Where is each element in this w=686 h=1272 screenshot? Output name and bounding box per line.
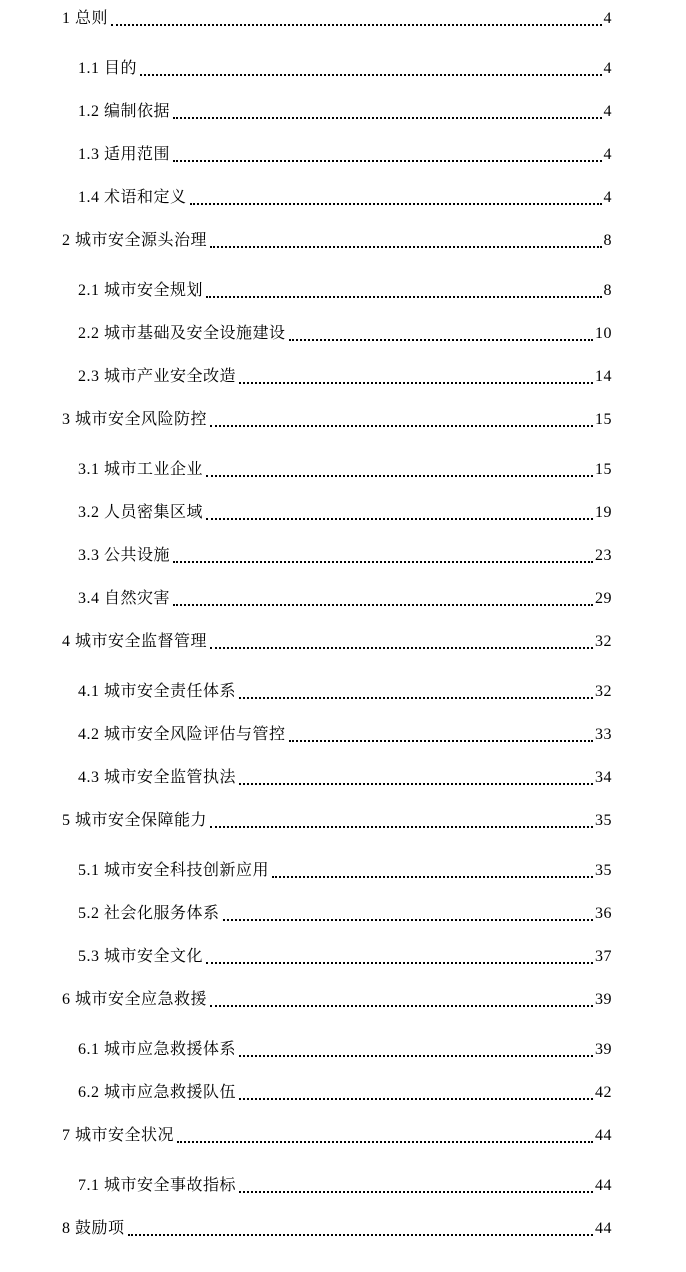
toc-entry-page-number: 36 (595, 905, 612, 922)
toc-entry[interactable] (62, 367, 612, 387)
dot-leader (289, 740, 593, 742)
toc-entry[interactable] (62, 1176, 612, 1196)
toc-entry[interactable] (62, 546, 612, 566)
toc-entry[interactable] (62, 990, 612, 1010)
toc-entry-label: 3.1 城市工业企业 (78, 461, 204, 478)
toc-entry-label: 7 城市安全状况 (62, 1127, 175, 1144)
dot-leader (239, 1191, 593, 1193)
toc-entry-label: 4.2 城市安全风险评估与管控 (78, 726, 286, 743)
toc-entry-label: 5.3 城市安全文化 (78, 948, 204, 965)
dot-leader (223, 919, 593, 921)
dot-leader (173, 160, 601, 162)
toc-entry[interactable] (62, 947, 612, 967)
dot-leader (239, 697, 593, 699)
toc-entry-page-number: 39 (595, 991, 612, 1008)
toc-entry-label: 5.2 社会化服务体系 (78, 905, 220, 922)
toc-entry[interactable] (62, 102, 612, 122)
dot-leader (210, 826, 593, 828)
toc-entry-page-number: 44 (595, 1127, 612, 1144)
toc-entry-label: 1 总则 (62, 10, 109, 27)
dot-leader (206, 296, 601, 298)
toc-entry-page-number: 4 (603, 189, 612, 206)
toc-entry[interactable] (62, 460, 612, 480)
toc-entry[interactable] (62, 9, 612, 29)
dot-leader (239, 1055, 593, 1057)
toc-entry-page-number: 4 (603, 146, 612, 163)
dot-leader (239, 382, 593, 384)
toc-entry-label: 3.3 公共设施 (78, 547, 171, 564)
dot-leader (177, 1141, 593, 1143)
toc-entry-page-number: 32 (595, 683, 612, 700)
toc-entry[interactable] (62, 768, 612, 788)
toc-entry-label: 6.1 城市应急救援体系 (78, 1041, 237, 1058)
toc-entry-page-number: 15 (595, 411, 612, 428)
dot-leader (140, 74, 601, 76)
dot-leader (173, 117, 601, 119)
toc-entry-label: 2 城市安全源头治理 (62, 232, 208, 249)
toc-entry-page-number: 8 (603, 232, 612, 249)
toc-entry-label: 4.1 城市安全责任体系 (78, 683, 237, 700)
toc-entry-label: 3 城市安全风险防控 (62, 411, 208, 428)
dot-leader (111, 24, 601, 26)
toc-entry-label: 4.3 城市安全监管执法 (78, 769, 237, 786)
toc-entry-page-number: 23 (595, 547, 612, 564)
toc-entry[interactable] (62, 1126, 612, 1146)
dot-leader (173, 561, 593, 563)
toc-entry-page-number: 4 (603, 10, 612, 27)
toc-entry-label: 5.1 城市安全科技创新应用 (78, 862, 270, 879)
dot-leader (239, 783, 593, 785)
toc-entry-label: 1.2 编制依据 (78, 103, 171, 120)
dot-leader (210, 425, 593, 427)
toc-entry[interactable] (62, 59, 612, 79)
toc-entry-label: 2.1 城市安全规划 (78, 282, 204, 299)
toc-entry-label: 1.3 适用范围 (78, 146, 171, 163)
dot-leader (190, 203, 602, 205)
toc-entry[interactable] (62, 145, 612, 165)
toc-entry[interactable] (62, 632, 612, 652)
toc-entry-label: 5 城市安全保障能力 (62, 812, 208, 829)
toc-entry-page-number: 4 (603, 60, 612, 77)
toc-entry-page-number: 29 (595, 590, 612, 607)
toc-entry-label: 6.2 城市应急救援队伍 (78, 1084, 237, 1101)
dot-leader (210, 647, 593, 649)
dot-leader (206, 518, 593, 520)
toc-entry-label: 2.3 城市产业安全改造 (78, 368, 237, 385)
toc-entry-page-number: 14 (595, 368, 612, 385)
toc-entry-page-number: 35 (595, 812, 612, 829)
toc-entry[interactable] (62, 410, 612, 430)
dot-leader (206, 475, 593, 477)
toc-entry-label: 8 鼓励项 (62, 1220, 125, 1237)
toc-entry-page-number: 35 (595, 862, 612, 879)
toc-entry[interactable] (62, 904, 612, 924)
toc-entry-page-number: 42 (595, 1084, 612, 1101)
dot-leader (128, 1234, 593, 1236)
toc-entry[interactable] (62, 281, 612, 301)
toc-entry-label: 1.1 目的 (78, 60, 138, 77)
toc-entry-label: 6 城市安全应急救援 (62, 991, 208, 1008)
dot-leader (272, 876, 593, 878)
dot-leader (210, 1005, 593, 1007)
toc-entry-page-number: 15 (595, 461, 612, 478)
toc-entry[interactable] (62, 682, 612, 702)
toc-entry-page-number: 44 (595, 1220, 612, 1237)
toc-entry-page-number: 34 (595, 769, 612, 786)
toc-entry-label: 3.4 自然灾害 (78, 590, 171, 607)
toc-entry[interactable] (62, 589, 612, 609)
toc-entry[interactable] (62, 188, 612, 208)
toc-entry[interactable] (62, 811, 612, 831)
toc-entry-page-number: 39 (595, 1041, 612, 1058)
toc-entry[interactable] (62, 503, 612, 523)
toc-entry-page-number: 8 (603, 282, 612, 299)
toc-entry-page-number: 44 (595, 1177, 612, 1194)
toc-entry[interactable] (62, 861, 612, 881)
toc-entry-page-number: 37 (595, 948, 612, 965)
toc-entry[interactable] (62, 1219, 612, 1239)
toc-entry-page-number: 4 (603, 103, 612, 120)
dot-leader (289, 339, 593, 341)
toc-entry[interactable] (62, 231, 612, 251)
dot-leader (239, 1098, 593, 1100)
toc-entry-page-number: 10 (595, 325, 612, 342)
toc-entry-label: 2.2 城市基础及安全设施建设 (78, 325, 286, 342)
toc-entry-label: 7.1 城市安全事故指标 (78, 1177, 237, 1194)
toc-entry[interactable] (62, 1040, 612, 1060)
toc-entry-page-number: 19 (595, 504, 612, 521)
dot-leader (210, 246, 601, 248)
toc-entry[interactable] (62, 324, 612, 344)
dot-leader (173, 604, 593, 606)
toc-entry-label: 3.2 人员密集区域 (78, 504, 204, 521)
toc-entry-page-number: 33 (595, 726, 612, 743)
toc-entry-label: 4 城市安全监督管理 (62, 633, 208, 650)
toc-entry-page-number: 32 (595, 633, 612, 650)
dot-leader (206, 962, 593, 964)
toc-entry-label: 1.4 术语和定义 (78, 189, 187, 206)
toc-entry[interactable] (62, 1083, 612, 1103)
toc-entry[interactable] (62, 725, 612, 745)
